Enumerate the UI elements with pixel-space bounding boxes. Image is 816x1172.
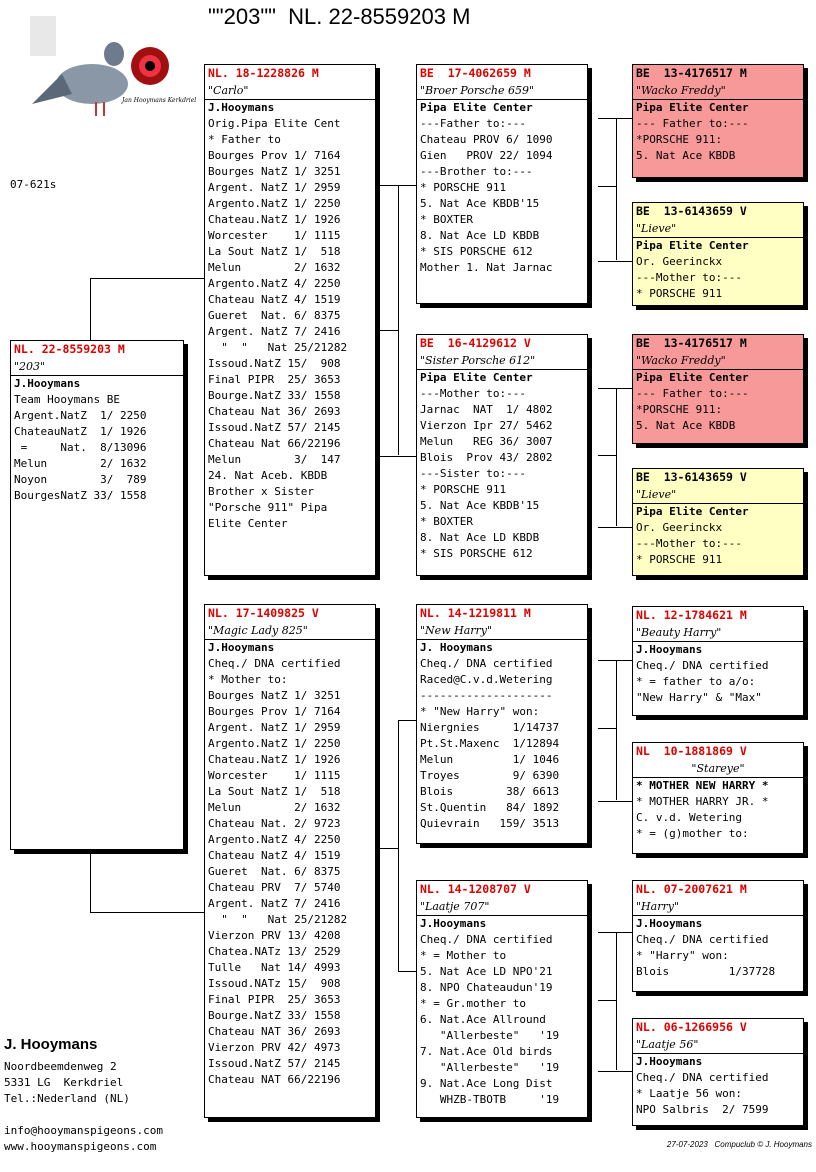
- info-line: Chateau NatZ 4/ 1519: [208, 849, 341, 862]
- pigeon-name: "Harry": [633, 898, 803, 916]
- info-line: Jarnac NAT 1/ 4802: [420, 403, 553, 416]
- info-line: Melun 2/ 1632: [14, 457, 147, 470]
- info-line: *PORSCHE 911:: [636, 403, 723, 416]
- info-line: Vierzon PRV 42/ 4973: [208, 1041, 341, 1054]
- info-line: Argento.NatZ 4/ 2250: [208, 277, 341, 290]
- owner-name: Pipa Elite Center: [420, 101, 533, 114]
- ring-number: BE 13-4176517 M: [636, 66, 747, 80]
- connector-sire-parents: [376, 185, 416, 457]
- info-line: Blois 38/ 6613: [420, 785, 560, 798]
- info-line: ---Father to:---: [420, 117, 526, 130]
- info-line: ChateauNatZ 1/ 1926: [14, 425, 147, 438]
- info-line: Cheq./ DNA certified: [420, 657, 553, 670]
- info-line: Elite Center: [208, 517, 288, 530]
- info-line: 9. Nat.Ace Long Dist: [420, 1077, 553, 1090]
- ring-number: NL. 07-2007621 M: [636, 882, 747, 896]
- info-line: La Sout NatZ 1/ 518: [208, 785, 341, 798]
- info-line: 8. Nat Ace LD KBDB: [420, 531, 540, 544]
- info-line: BourgesNatZ 33/ 1558: [14, 489, 147, 502]
- info-line: * SIS PORSCHE 612: [420, 547, 533, 560]
- credit-line: 27-07-2023 Compuclub © J. Hooymans: [666, 1140, 812, 1149]
- info-line: * PORSCHE 911: [636, 553, 723, 566]
- info-line: --------------------: [420, 689, 553, 702]
- connector-dam-parents: [398, 720, 417, 972]
- info-line: Argento.NatZ 4/ 2250: [208, 833, 341, 846]
- ring-number: BE 17-4062659 M: [420, 66, 531, 80]
- pigeon-name: "Wacko Freddy": [633, 82, 803, 100]
- info-line: Chateau PROV 6/ 1090: [420, 133, 553, 146]
- info-line: "Porsche 911" Pipa: [208, 501, 328, 514]
- pigeon-name: "Broer Porsche 659": [417, 82, 587, 100]
- info-line: Blois Prov 43/ 2802: [420, 451, 553, 464]
- info-line: * SIS PORSCHE 612: [420, 245, 533, 258]
- pedigree-title: ""203"" NL. 22-8559203 M: [208, 4, 471, 29]
- granddam-paternal-card: [416, 334, 588, 576]
- info-line: Argento.NatZ 1/ 2250: [208, 197, 341, 210]
- info-line: Melun 2/ 1632: [208, 261, 341, 274]
- logo-caption: Jan Hooymans Kerkdriel: [122, 97, 197, 104]
- info-line: 5. Nat Ace KBDB'15: [420, 197, 540, 210]
- info-line: Quievrain 159/ 3513: [420, 817, 560, 830]
- pigeon-name: "New Harry": [417, 622, 587, 640]
- info-line: --- Father to:---: [636, 117, 749, 130]
- info-line: Cheq./ DNA certified: [636, 659, 769, 672]
- info-line: Team Hooymans BE: [14, 393, 120, 406]
- info-line: Bourges NatZ 1/ 3251: [208, 689, 341, 702]
- pigeon-name: "203": [11, 358, 183, 376]
- info-line: * BOXTER: [420, 213, 473, 226]
- info-line: Cheq./ DNA certified: [420, 933, 553, 946]
- breeder-name: J. Hooymans: [4, 1036, 98, 1053]
- logo-text-block: [30, 16, 56, 56]
- info-line: Final PIPR 25/ 3653: [208, 993, 341, 1006]
- pigeon-name: "Laatje 707": [417, 898, 587, 916]
- owner-name: J.Hooymans: [208, 641, 275, 654]
- info-line: Melun 2/ 1632: [208, 801, 341, 814]
- owner-name: J.Hooymans: [636, 643, 703, 656]
- ring-number: BE 16-4129612 V: [420, 336, 531, 350]
- info-line: * "New Harry" won:: [420, 705, 540, 718]
- info-line: 7. Nat.Ace Old birds: [420, 1045, 553, 1058]
- info-line: Worcester 1/ 1115: [208, 229, 341, 242]
- pigeon-name: "Magic Lady 825": [205, 622, 375, 640]
- ring-number: NL. 12-1784621 M: [636, 608, 747, 622]
- info-line: Chateau NAT 36/ 2693: [208, 1025, 341, 1038]
- info-line: Niergnies 1/14737: [420, 721, 560, 734]
- info-line: WHZB-TBOTB '19: [420, 1093, 560, 1106]
- info-line: Issoud.NatZ 15/ 908: [208, 357, 341, 370]
- email-link[interactable]: info@hooymanspigeons.com: [4, 1124, 163, 1137]
- info-line: Brother x Sister: [208, 485, 314, 498]
- info-line: Chateau Nat 66/22196: [208, 437, 341, 450]
- ring-number: BE 13-6143659 V: [636, 470, 747, 484]
- info-line: Cheq./ DNA certified: [636, 1071, 769, 1084]
- great-grandparent-card-6: [632, 742, 804, 854]
- great-grandparent-card-2: [632, 202, 804, 306]
- info-line: Bourges Prov 1/ 7164: [208, 705, 341, 718]
- info-line: La Sout NatZ 1/ 518: [208, 245, 341, 258]
- great-grandparent-card-5: [632, 606, 804, 716]
- info-line: Worcester 1/ 1115: [208, 769, 341, 782]
- owner-name: * MOTHER NEW HARRY *: [636, 779, 769, 792]
- owner-name: Pipa Elite Center: [636, 371, 749, 384]
- great-grandparent-card-1: [632, 64, 804, 178]
- info-line: Gien PROV 22/ 1094: [420, 149, 553, 162]
- info-line: St.Quentin 84/ 1892: [420, 801, 560, 814]
- info-line: "New Harry" & "Max": [636, 691, 762, 704]
- info-line: --- Father to:---: [636, 387, 749, 400]
- info-line: * Father to: [208, 133, 281, 146]
- info-line: ---Mother to:---: [420, 387, 526, 400]
- great-grandparent-card-7: [632, 880, 804, 992]
- info-line: Cheq./ DNA certified: [636, 933, 769, 946]
- info-line: Chateau Nat 36/ 2693: [208, 405, 341, 418]
- info-line: Chateau.NatZ 1/ 1926: [208, 753, 341, 766]
- owner-name: Pipa Elite Center: [636, 505, 749, 518]
- address-line-2: 5331 LG Kerkdriel: [4, 1076, 124, 1089]
- info-line: * PORSCHE 911: [636, 287, 723, 300]
- info-line: Chateau NatZ 4/ 1519: [208, 293, 341, 306]
- info-line: Vierzon Ipr 27/ 5462: [420, 419, 553, 432]
- info-line: Argent. NatZ 1/ 2959: [208, 721, 341, 734]
- info-line: Or. Geerinckx: [636, 255, 723, 268]
- info-line: Chateau NAT 66/22196: [208, 1073, 341, 1086]
- info-line: 5. Nat Ace KBDB: [636, 419, 736, 432]
- owner-name: J.Hooymans: [636, 917, 703, 930]
- info-line: Bourge.NatZ 33/ 1558: [208, 1009, 341, 1022]
- info-line: = Nat. 8/13096: [14, 441, 147, 454]
- info-line: Tulle Nat 14/ 4993: [208, 961, 341, 974]
- pigeon-name: "Laatje 56": [633, 1036, 803, 1054]
- owner-name: Pipa Elite Center: [420, 371, 533, 384]
- subject-card: [10, 340, 184, 850]
- info-line: Or. Geerinckx: [636, 521, 723, 534]
- ring-number: NL 10-1881869 V: [636, 744, 747, 758]
- dam-card: [204, 604, 376, 1118]
- info-line: Troyes 9/ 6390: [420, 769, 560, 782]
- address-line-1: Noordbeemdenweg 2: [4, 1060, 117, 1073]
- info-line: 5. Nat Ace KBDB: [636, 149, 736, 162]
- owner-name: J.Hooymans: [14, 377, 81, 390]
- info-line: ---Mother to:---: [636, 537, 742, 550]
- info-line: * Mother to:: [208, 673, 288, 686]
- info-line: NPO Salbris 2/ 7599: [636, 1103, 769, 1116]
- info-line: * = father to a/o:: [636, 675, 756, 688]
- info-line: Issoud.NATz 15/ 908: [208, 977, 341, 990]
- great-grandparent-card-8: [632, 1018, 804, 1126]
- owner-name: J.Hooymans: [420, 917, 487, 930]
- pigeon-logo: [22, 14, 198, 126]
- info-line: Argent.NatZ 1/ 2250: [14, 409, 147, 422]
- pigeon-name: "Carlo": [205, 82, 375, 100]
- info-line: * = Mother to: [420, 949, 507, 962]
- info-line: Melun 3/ 147: [208, 453, 341, 466]
- pigeon-name: "Lieve": [633, 486, 803, 504]
- pigeon-name: "Sister Porsche 612": [417, 352, 587, 370]
- info-line: * PORSCHE 911: [420, 483, 507, 496]
- info-line: * BOXTER: [420, 515, 473, 528]
- pigeon-name: "Wacko Freddy": [633, 352, 803, 370]
- info-line: 6. Nat.Ace Allround: [420, 1013, 546, 1026]
- info-line: Argent. NatZ 7/ 2416: [208, 897, 341, 910]
- info-line: " " Nat 25/21282: [208, 913, 348, 926]
- info-line: Cheq./ DNA certified: [208, 657, 341, 670]
- connector-dam: [90, 848, 205, 913]
- pigeon-name: "Lieve": [633, 220, 803, 238]
- info-line: Issoud.NatZ 57/ 2145: [208, 1057, 341, 1070]
- great-grandparent-card-3: [632, 334, 804, 444]
- info-line: Bourges NatZ 1/ 3251: [208, 165, 341, 178]
- ring-number: NL. 14-1208707 V: [420, 882, 531, 896]
- info-line: Argento.NatZ 1/ 2250: [208, 737, 341, 750]
- info-line: Raced@C.v.d.Wetering: [420, 673, 553, 686]
- info-line: Gueret Nat. 6/ 8375: [208, 309, 341, 322]
- ring-number: BE 13-6143659 V: [636, 204, 747, 218]
- info-line: Argent. NatZ 1/ 2959: [208, 181, 341, 194]
- info-line: 24. Nat Aceb. KBDB: [208, 469, 328, 482]
- info-line: * = (g)mother to:: [636, 827, 749, 840]
- info-line: " " Nat 25/21282: [208, 341, 348, 354]
- pedigree-code: 07-621s: [10, 178, 57, 191]
- info-line: Orig.Pipa Elite Cent: [208, 117, 341, 130]
- owner-name: Pipa Elite Center: [636, 101, 749, 114]
- info-line: * MOTHER HARRY JR. *: [636, 795, 769, 808]
- info-line: 5. Nat Ace LD NPO'21: [420, 965, 553, 978]
- granddam-maternal-card: [416, 880, 588, 1118]
- info-line: Gueret Nat. 6/ 8375: [208, 865, 341, 878]
- info-line: ---Sister to:---: [420, 467, 526, 480]
- info-line: * = Gr.mother to: [420, 997, 526, 1010]
- info-line: Chateau PRV 7/ 5740: [208, 881, 341, 894]
- address-line-3: Tel.:Nederland (NL): [4, 1092, 130, 1105]
- info-line: Vierzon PRV 13/ 4208: [208, 929, 341, 942]
- owner-name: J. Hooymans: [420, 641, 493, 654]
- info-line: * PORSCHE 911: [420, 181, 507, 194]
- pigeon-name: "Stareye": [633, 760, 803, 778]
- owner-name: J.Hooymans: [636, 1055, 703, 1068]
- info-line: Bourge.NatZ 33/ 1558: [208, 389, 341, 402]
- info-line: Issoud.NatZ 57/ 2145: [208, 421, 341, 434]
- grandsire-maternal-card: [416, 604, 588, 844]
- pigeon-name: "Beauty Harry": [633, 624, 803, 642]
- great-grandparent-card-4: [632, 468, 804, 576]
- info-line: C. v.d. Wetering: [636, 811, 742, 824]
- ring-number: NL. 17-1409825 V: [208, 606, 319, 620]
- info-line: Bourges Prov 1/ 7164: [208, 149, 341, 162]
- ring-number: NL. 22-8559203 M: [14, 342, 125, 356]
- info-line: Final PIPR 25/ 3653: [208, 373, 341, 386]
- sire-card: [204, 64, 376, 576]
- ring-number: NL. 18-1228826 M: [208, 66, 319, 80]
- info-line: Chateau.NatZ 1/ 1926: [208, 213, 341, 226]
- info-line: Argent. NatZ 7/ 2416: [208, 325, 341, 338]
- ring-number: NL. 06-1266956 V: [636, 1020, 747, 1034]
- grandsire-paternal-card: [416, 64, 588, 304]
- info-line: 8. NPO Chateaudun'19: [420, 981, 553, 994]
- info-line: Chatea.NATz 13/ 2529: [208, 945, 341, 958]
- info-line: Noyon 3/ 789: [14, 473, 147, 486]
- owner-name: Pipa Elite Center: [636, 239, 749, 252]
- info-line: ---Brother to:---: [420, 165, 533, 178]
- info-line: Chateau Nat. 2/ 9723: [208, 817, 341, 830]
- info-line: Blois 1/37728: [636, 965, 776, 978]
- info-line: * Laatje 56 won:: [636, 1087, 742, 1100]
- info-line: 8. Nat Ace LD KBDB: [420, 229, 540, 242]
- info-line: "Allerbeste" '19: [420, 1061, 560, 1074]
- ring-number: BE 13-4176517 M: [636, 336, 747, 350]
- info-line: "Allerbeste" '19: [420, 1029, 560, 1042]
- info-line: Pt.St.Maxenc 1/12894: [420, 737, 560, 750]
- info-line: *PORSCHE 911:: [636, 133, 723, 146]
- owner-name: J.Hooymans: [208, 101, 275, 114]
- info-line: Melun 1/ 1046: [420, 753, 560, 766]
- info-line: 5. Nat Ace KBDB'15: [420, 499, 540, 512]
- ring-number: NL. 14-1219811 M: [420, 606, 531, 620]
- website-link[interactable]: www.hooymanspigeons.com: [4, 1140, 157, 1153]
- info-line: ---Mother to:---: [636, 271, 742, 284]
- info-line: Mother 1. Nat Jarnac: [420, 261, 553, 274]
- connector-sire: [90, 278, 205, 341]
- info-line: Melun REG 36/ 3007: [420, 435, 553, 448]
- info-line: * "Harry" won:: [636, 949, 729, 962]
